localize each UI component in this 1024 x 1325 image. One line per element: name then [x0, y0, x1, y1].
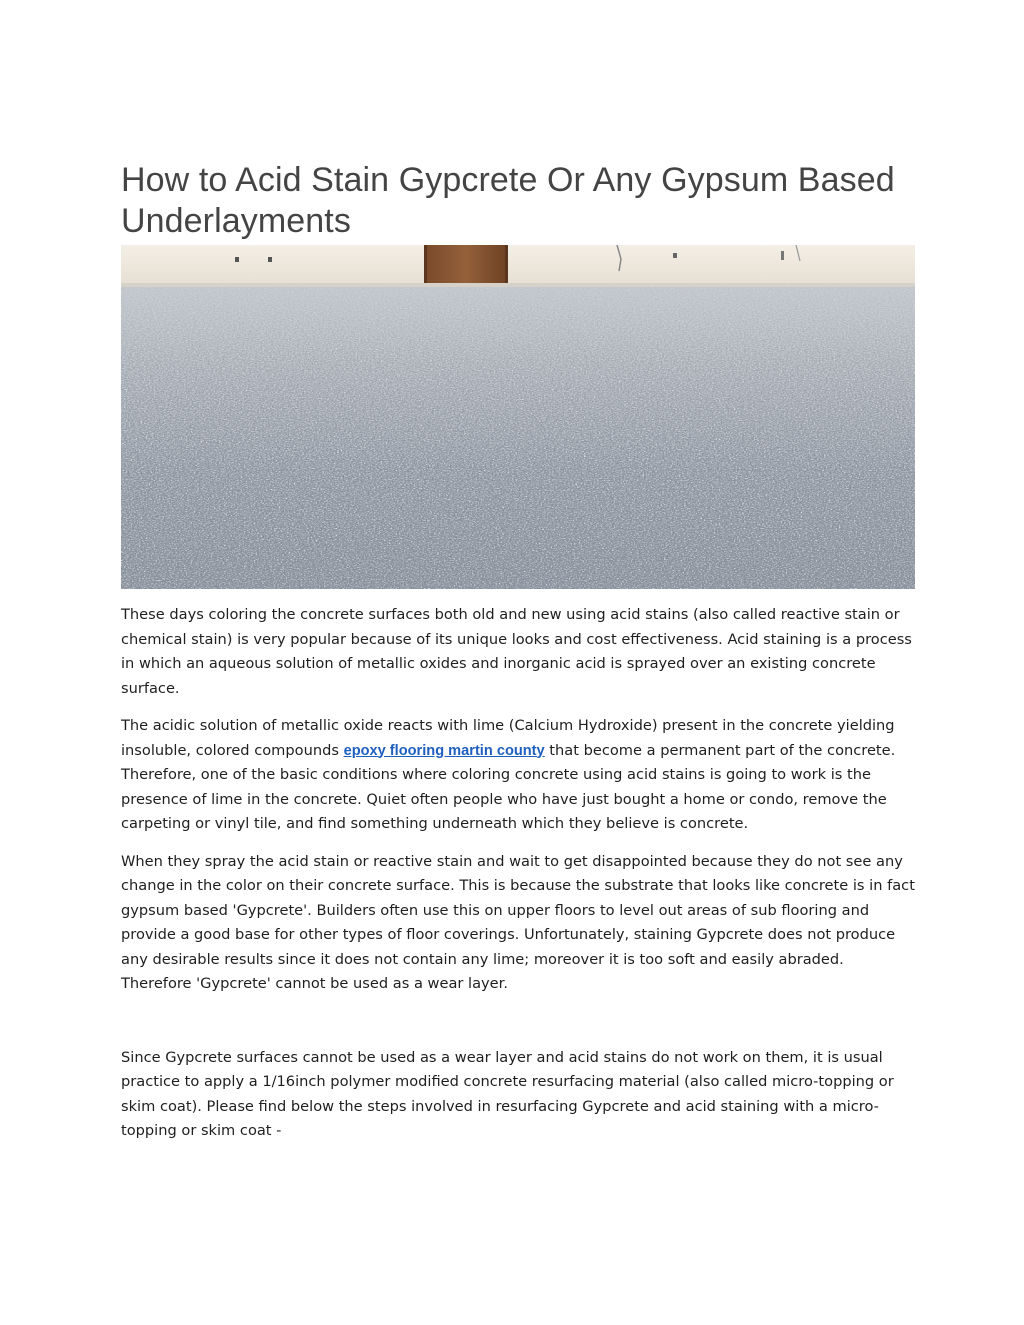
document-page [121, 160, 916, 1144]
paragraph-gypcrete-explanation: When they spray the acid stain or reactive stain and wait to get disappointed because they do not see any change in the color on their concrete surface. This is because the substrate that looks like concrete is in fact gypsum based 'Gypcrete'. Builders often use this on upper floors to level out areas of sub flooring and provide a good base for other types of floor coverings. Unfortunately, staining Gypcrete does not produce any desirable results since it does not contain any lime; moreover it is too soft and easily abraded. Therefore 'Gypcrete' cannot be used as a wear layer. [121, 852, 915, 992]
epoxy-flooring-link[interactable]: epoxy flooring martin county [343, 742, 545, 759]
floor-photo-graphic [121, 245, 915, 589]
article-title: How to Acid Stain Gypcrete Or Any Gypsum Based Underlayments [121, 161, 895, 240]
paragraph-acidic-solution-part1: The acidic solution of metallic oxide reacts with lime (Calcium Hydroxide) present in the concrete yielding insoluble, colored compounds [121, 717, 895, 759]
paragraph-acidic-solution-part2: that become a permanent part of the concrete. Therefore, one of the basic conditions where coloring concrete using acid stains is going to work is the presence of lime in the concrete. Quiet often people who have just bought a home or condo, remove the carpeting or vinyl tile, and find something underneath which they believe is concrete. [121, 741, 896, 832]
paragraph-intro: These days coloring the concrete surfaces both old and new using acid stains (also called reactive stain or chemical stain) is very popular because of its unique looks and cost effectiveness. Acid staining is a process in which an aqueous solution of metallic oxides and inorganic acid is sprayed over an existing concrete surface. [121, 606, 912, 697]
floor-photo [121, 245, 915, 589]
paragraph-resurfacing: Since Gypcrete surfaces cannot be used as a wear layer and acid stains do not work on them, it is usual practice to apply a 1/16inch polymer modified concrete resurfacing material (also called micro-topping or skim coat). Please find below the steps involved in resurfacing Gypcrete and acid staining with a micro-topping or skim coat - [121, 1048, 894, 1139]
paragraph-acidic-solution [121, 714, 916, 837]
